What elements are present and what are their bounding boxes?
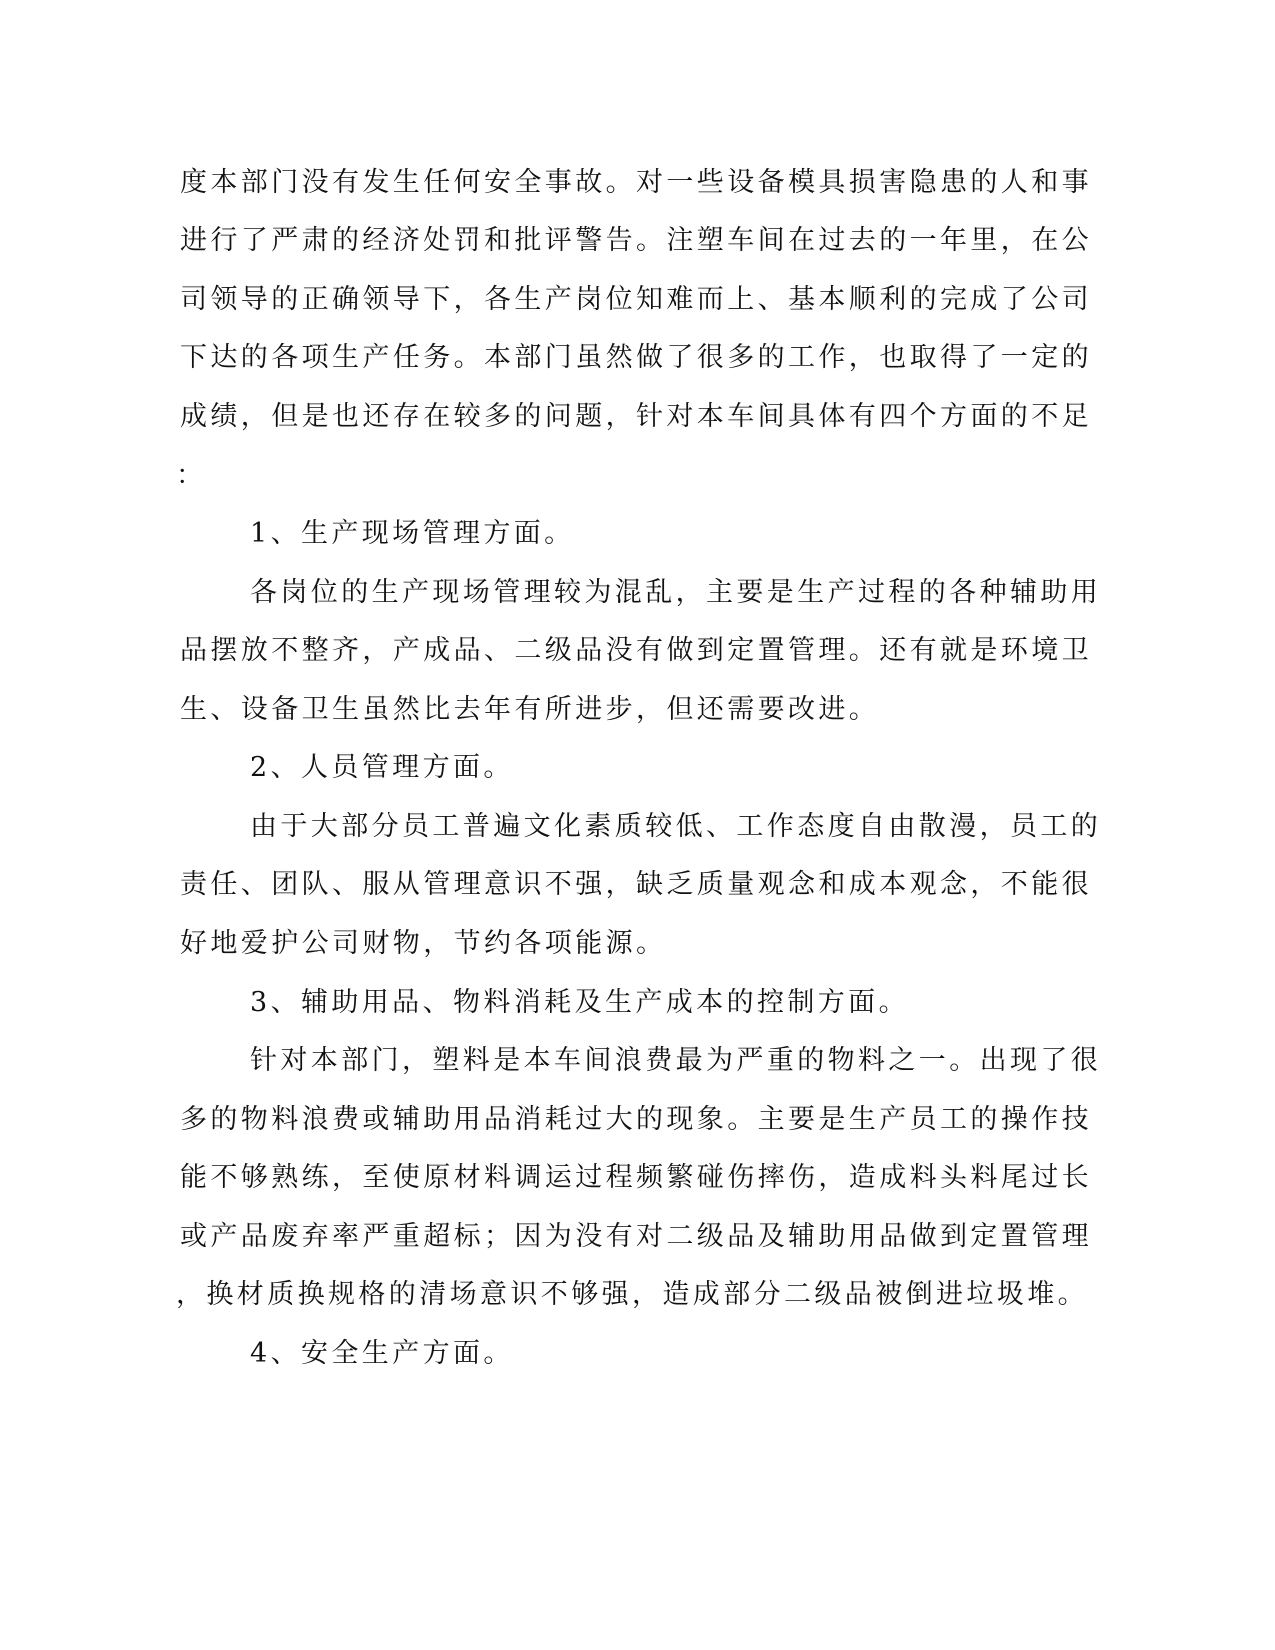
section-heading: 2、人员管理方面。 bbox=[250, 752, 514, 783]
section-heading: 3、辅助用品、物料消耗及生产成本的控制方面。 bbox=[250, 987, 909, 1018]
text-line: 或产品废弃率严重超标；因为没有对二级品及辅助用品做到定置管理 bbox=[180, 1221, 1092, 1252]
text-line: 成绩，但是也还存在较多的问题，针对本车间具体有四个方面的不足 bbox=[180, 401, 1092, 432]
text-line: 针对本部门，塑料是本车间浪费最为严重的物料之一。出现了很 bbox=[250, 1045, 1102, 1076]
section-heading: 4、安全生产方面。 bbox=[250, 1338, 514, 1369]
text-line: 品摆放不整齐，产成品、二级品没有做到定置管理。还有就是环境卫 bbox=[180, 635, 1092, 666]
text-line: 度本部门没有发生任何安全事故。对一些设备模具损害隐患的人和事 bbox=[180, 167, 1092, 198]
text-line: 多的物料浪费或辅助用品消耗过大的现象。主要是生产员工的操作技 bbox=[180, 1104, 1092, 1135]
text-line: 能不够熟练，至使原材料调运过程频繁碰伤摔伤，造成料头料尾过长 bbox=[180, 1162, 1092, 1193]
text-line: 进行了严肃的经济处罚和批评警告。注塑车间在过去的一年里，在公 bbox=[180, 225, 1092, 256]
text-line: 下达的各项生产任务。本部门虽然做了很多的工作，也取得了一定的 bbox=[180, 342, 1092, 373]
text-line: ，换材质换规格的清场意识不够强，造成部分二级品被倒进垃圾堆。 bbox=[176, 1279, 1088, 1310]
text-line: 司领导的正确领导下，各生产岗位知难而上、基本顺利的完成了公司 bbox=[180, 284, 1092, 315]
text-line: 各岗位的生产现场管理较为混乱，主要是生产过程的各种辅助用 bbox=[250, 577, 1102, 608]
section-heading: 1、生产现场管理方面。 bbox=[250, 518, 575, 549]
text-line: 由于大部分员工普遍文化素质较低、工作态度自由散漫，员工的 bbox=[250, 811, 1102, 842]
text-line: 责任、团队、服从管理意识不强，缺乏质量观念和成本观念，不能很 bbox=[180, 869, 1092, 900]
text-line: 生、设备卫生虽然比去年有所进步，但还需要改进。 bbox=[180, 694, 880, 725]
text-line: ： bbox=[176, 460, 207, 491]
text-line: 好地爱护公司财物，节约各项能源。 bbox=[180, 928, 667, 959]
